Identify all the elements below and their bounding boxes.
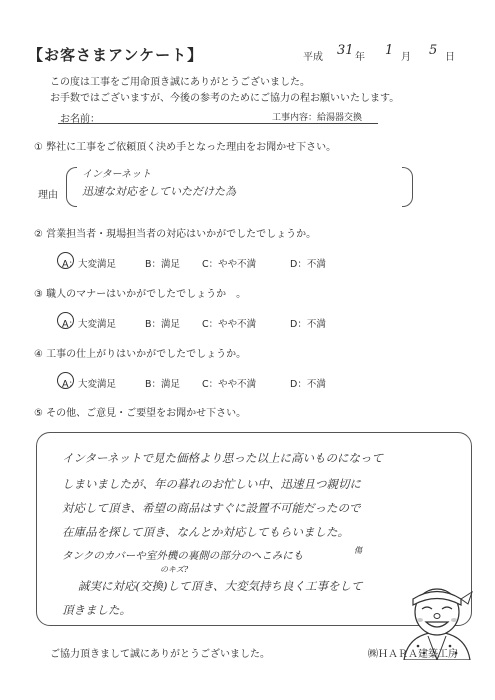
survey-date (303, 43, 455, 63)
reason-label: 理由 (38, 190, 58, 201)
selected-circle-icon (57, 312, 74, 329)
date-year-unit: 年 (355, 52, 365, 63)
date-year: 31 (337, 43, 354, 58)
q2-option-a: A：大変満足 (62, 256, 116, 270)
question-2: ② 営業担当者・現場担当者の対応はいかがでしたでしょうか。 (34, 229, 317, 240)
selected-circle-icon (57, 252, 74, 269)
q3-option-c: C：やや不満 (202, 319, 257, 330)
date-month-unit: 月 (401, 52, 411, 63)
comment-line-6: 誠実に対応(交換)して頂き、大変気持ち良く工事をして (78, 579, 363, 593)
comment-line-3: 対応して頂き、希望の商品はすぐに設置不可能だったので (62, 501, 361, 515)
comment-line-4: 在庫品を探して頂き、なんとか対応してもらいました。 (62, 525, 350, 539)
work-label: 工事内容： (272, 113, 318, 123)
comment-line-5: タンクのカバーや室外機の裏側の部分のへこみにも (62, 550, 304, 562)
intro-line-1: この度は工事をご用命頂き誠にありがとうございました。 (50, 77, 310, 88)
reason-bracket-right (402, 167, 413, 207)
date-month: 1 (385, 43, 394, 58)
survey-title: 【お客さまアンケート】 (28, 46, 204, 64)
selected-circle-icon (57, 372, 74, 389)
q4-option-c: C：やや不満 (202, 379, 257, 390)
reason-bracket-left (66, 167, 77, 207)
reason-answer-2: 迅速な対応をしていただけた為 (82, 185, 236, 198)
q3-option-a: A：大変満足 (62, 316, 116, 330)
footer-thanks: ご協力頂きまして誠にありがとうございました。 (50, 649, 270, 660)
date-day-unit: 日 (445, 52, 455, 63)
name-underline (58, 123, 378, 124)
comment-note-kizu: のキズ? (160, 565, 189, 574)
intro-line-2: お手数ではございますが、今後の参考のためにご協力の程お願いいたします。 (50, 93, 400, 104)
q3-option-d: D：不満 (290, 319, 326, 330)
comment-line-7: 頂きました。 (62, 603, 131, 617)
q4-option-b: B：満足 (145, 379, 181, 390)
q2-option-b: B：満足 (145, 259, 181, 270)
reason-answer-1: インターネット (82, 169, 152, 180)
q4-option-d: D：不満 (290, 379, 326, 390)
question-5: ⑤ その他、ご意見・ご要望をお聞かせ下さい。 (34, 408, 247, 419)
question-1: ① 弊社に工事をご依頼頂く決め手となった理由をお聞かせ下さい。 (34, 142, 337, 153)
q4-option-a: A：大変満足 (62, 376, 116, 390)
comment-line-1: インターネットで見た価格より思った以上に高いものになって (62, 451, 383, 465)
question-3: ③ 職人のマナーはいかがでしたでしょうか 。 (34, 289, 247, 300)
name-label: お名前： (60, 114, 100, 125)
date-era: 平成 (303, 52, 323, 63)
question-4: ④ 工事の仕上がりはいかがでしたでしょうか。 (34, 349, 247, 360)
comment-line-2: しまいましたが、年の暮れのお忙しい中、迅速且つ親切に (62, 477, 361, 491)
comment-note-right: 傷 (354, 546, 362, 555)
date-day: 5 (429, 43, 438, 58)
q3-option-b: B：満足 (145, 319, 181, 330)
q2-option-c: C：やや不満 (202, 259, 257, 270)
work-content (272, 110, 362, 123)
q2-option-d: D：不満 (290, 259, 326, 270)
footer-company: ㈱ＨＡＲＡ建築工房 (368, 649, 458, 660)
work-value: 給湯器交換 (317, 113, 363, 123)
